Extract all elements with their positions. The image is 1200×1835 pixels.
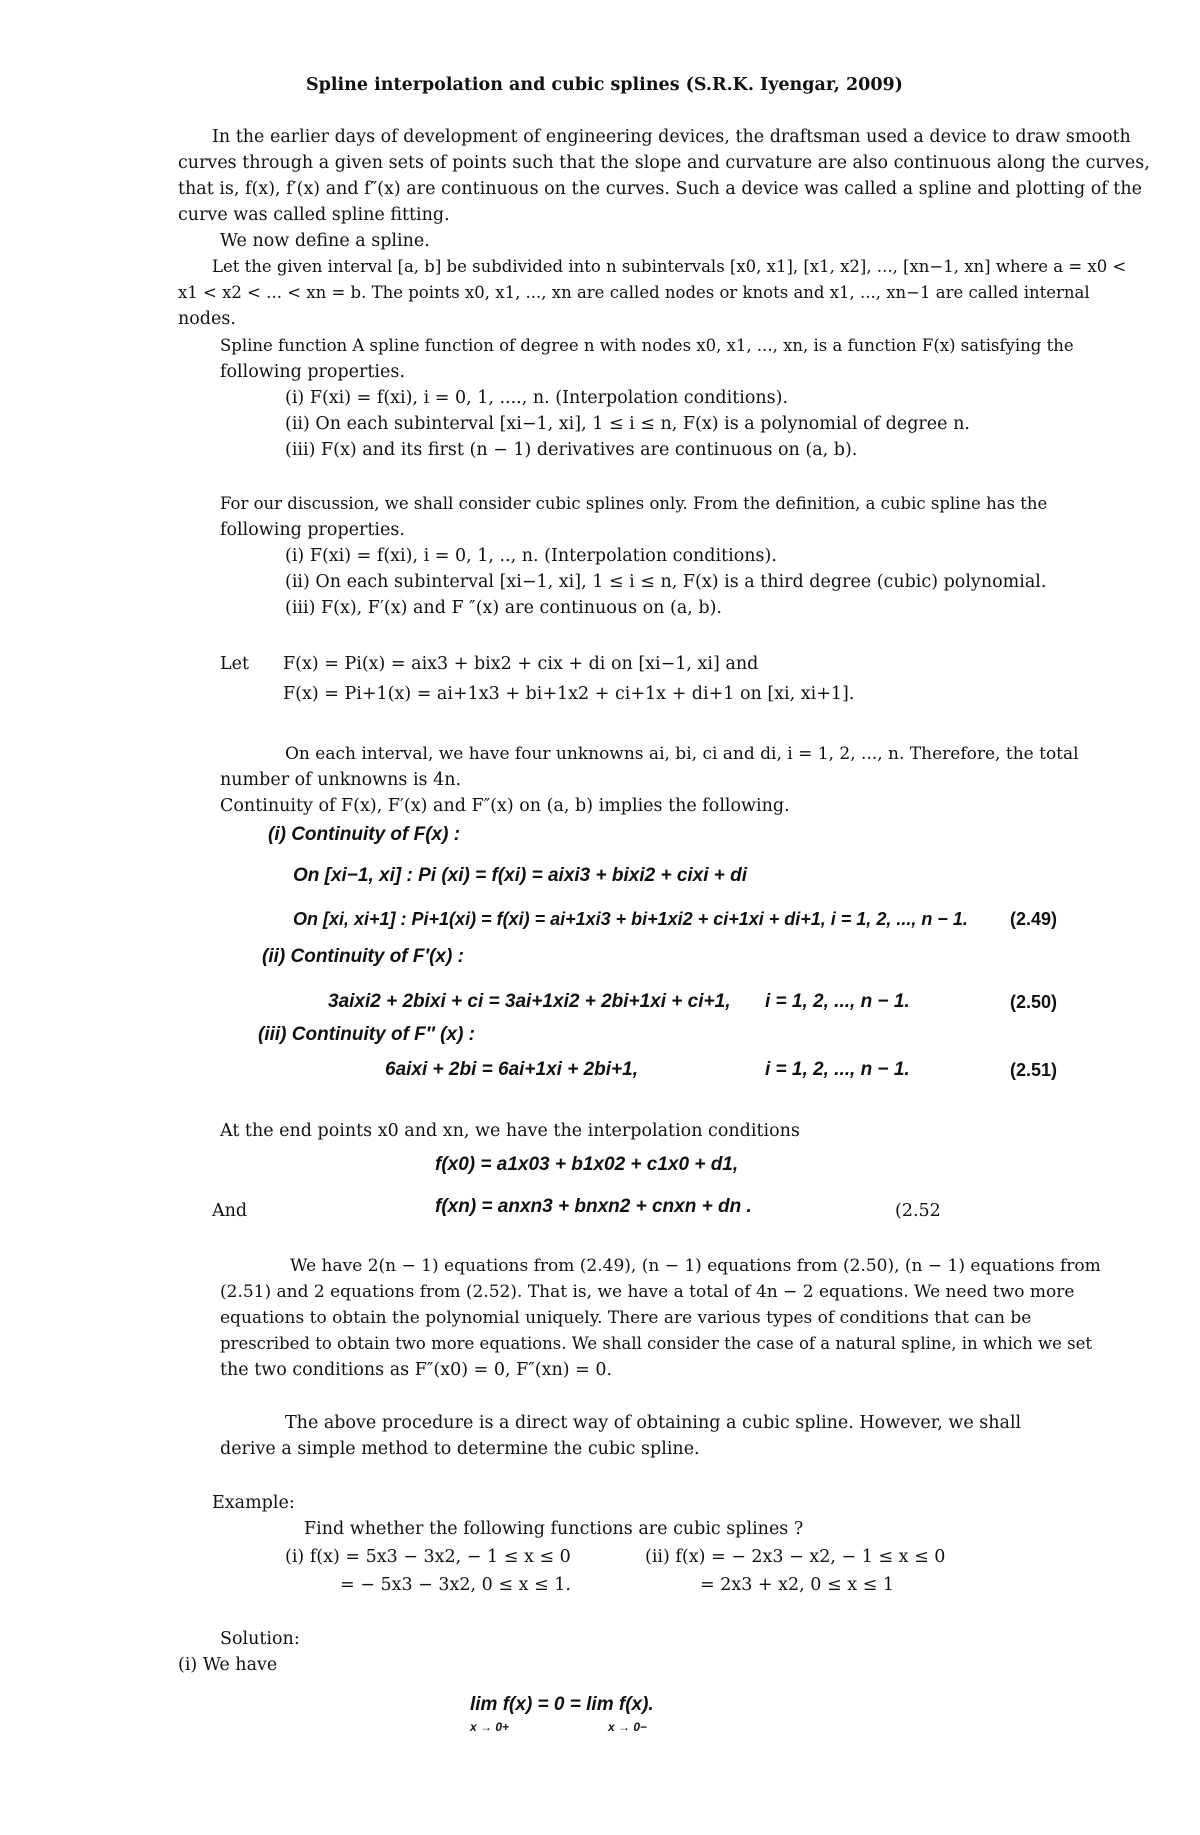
equation-f-x0: f(x0) = a1x03 + b1x02 + c1x0 + d1, bbox=[435, 1154, 739, 1175]
solution-label: Solution: bbox=[220, 1629, 300, 1649]
cubic-def-line-1: For our discussion, we shall consider cubic splines only. From the definition, a cubic spline has the bbox=[220, 494, 1048, 513]
poly-line-2: F(x) = Pi+1(x) = ai+1x3 + bi+1x2 + ci+1x + di+1 on [xi, xi+1]. bbox=[283, 684, 855, 704]
continuity-heading-ii: (ii) Continuity of F′(x) : bbox=[262, 946, 464, 967]
let-label: Let bbox=[220, 654, 250, 674]
cubic-def-line-2: following properties. bbox=[220, 520, 405, 540]
equation-number-2-52: (2.52 bbox=[895, 1201, 941, 1221]
cubic-prop-1: (i) F(xi) = f(xi), i = 0, 1, .., n. (Interpolation conditions). bbox=[285, 546, 777, 566]
equation-continuity-left: On [xi−1, xi] : Pi (xi) = f(xi) = aixi3 + bixi2 + cixi + di bbox=[293, 865, 748, 886]
spline-prop-1: (i) F(xi) = f(xi), i = 0, 1, ...., n. (Interpolation conditions). bbox=[285, 388, 789, 408]
equation-number-2-50: (2.50) bbox=[1010, 992, 1058, 1012]
equation-number-2-51: (2.51) bbox=[1010, 1060, 1058, 1080]
equation-first-derivative: 3aixi2 + 2bixi + ci = 3ai+1xi2 + 2bi+1xi + ci+1, bbox=[328, 991, 731, 1012]
example-question: Find whether the following functions are cubic splines ? bbox=[304, 1519, 804, 1539]
limit-equation: lim f(x) = 0 = lim f(x). bbox=[470, 1694, 654, 1715]
count-line-2: (2.51) and 2 equations from (2.52). That is, we have a total of 4n − 2 equations. We need two more bbox=[220, 1282, 1075, 1302]
example-i-line-1: (i) f(x) = 5x3 − 3x2, − 1 ≤ x ≤ 0 bbox=[285, 1547, 571, 1567]
count-line-4: prescribed to obtain two more equations. We shall consider the case of a natural spline, in which we set bbox=[220, 1334, 1093, 1353]
example-i-line-2: = − 5x3 − 3x2, 0 ≤ x ≤ 1. bbox=[340, 1575, 571, 1595]
limit-subscript-right: x → 0− bbox=[608, 1720, 648, 1734]
and-label: And bbox=[212, 1201, 248, 1221]
unknowns-line-2: number of unknowns is 4n. bbox=[220, 770, 462, 790]
count-line-5: the two conditions as F″(x0) = 0, F″(xn) = 0. bbox=[220, 1360, 613, 1380]
equation-f-xn: f(xn) = anxn3 + bnxn2 + cnxn + dn . bbox=[435, 1196, 752, 1217]
limit-subscript-left: x → 0+ bbox=[470, 1720, 510, 1734]
spline-prop-2: (ii) On each subinterval [xi−1, xi], 1 ≤ i ≤ n, F(x) is a polynomial of degree n. bbox=[285, 414, 970, 434]
count-line-3: equations to obtain the polynomial uniquely. There are various types of conditions that can be bbox=[220, 1308, 1032, 1328]
poly-line-1: F(x) = Pi(x) = aix3 + bix2 + cix + di on [xi−1, xi] and bbox=[283, 654, 759, 674]
endpoints-line: At the end points x0 and xn, we have the interpolation conditions bbox=[220, 1121, 800, 1141]
equation-continuity-right: On [xi, xi+1] : Pi+1(xi) = f(xi) = ai+1xi3 + bi+1xi2 + ci+1xi + di+1, i = 1, 2, ..., n − 1. bbox=[293, 909, 968, 929]
example-label: Example: bbox=[212, 1493, 295, 1513]
procedure-line-2: derive a simple method to determine the cubic spline. bbox=[220, 1439, 700, 1459]
intro-line-1: In the earlier days of development of engineering devices, the draftsman used a device to draw smooth bbox=[212, 127, 1131, 147]
define-line: We now define a spline. bbox=[220, 231, 430, 251]
continuity-heading-i: (i) Continuity of F(x) : bbox=[268, 824, 461, 845]
range-2-50: i = 1, 2, ..., n − 1. bbox=[765, 991, 910, 1012]
equation-second-derivative: 6aixi + 2bi = 6ai+1xi + 2bi+1, bbox=[385, 1059, 638, 1080]
intro-line-3: that is, f(x), f′(x) and f″(x) are continuous on the curves. Such a device was called a spline and plotting of the bbox=[178, 179, 1142, 199]
equation-number-2-49: (2.49) bbox=[1010, 909, 1058, 929]
interval-line-1: Let the given interval [a, b] be subdivided into n subintervals [x0, x1], [x1, x2], ..., [xn−1, xn] where a = x0 < bbox=[212, 257, 1127, 276]
unknowns-line-1: On each interval, we have four unknowns ai, bi, ci and di, i = 1, 2, ..., n. Therefore, the total bbox=[285, 744, 1079, 764]
range-2-51: i = 1, 2, ..., n − 1. bbox=[765, 1059, 910, 1080]
count-line-1: We have 2(n − 1) equations from (2.49), (n − 1) equations from (2.50), (n − 1) equations from bbox=[290, 1256, 1101, 1276]
spline-def-line-1: Spline function A spline function of degree n with nodes x0, x1, ..., xn, is a function F(x) satisfying the bbox=[220, 336, 1074, 355]
interval-line-3: nodes. bbox=[178, 309, 236, 329]
intro-line-2: curves through a given sets of points such that the slope and curvature are also continuous along the curves, bbox=[178, 153, 1150, 173]
spline-prop-3: (iii) F(x) and its first (n − 1) derivatives are continuous on (a, b). bbox=[285, 440, 858, 460]
cubic-prop-3: (iii) F(x), F′(x) and F ″(x) are continuous on (a, b). bbox=[285, 598, 722, 618]
intro-line-4: curve was called spline fitting. bbox=[178, 205, 450, 225]
continuity-heading-iii: (iii) Continuity of F″ (x) : bbox=[258, 1024, 475, 1045]
procedure-line-1: The above procedure is a direct way of obtaining a cubic spline. However, we shall bbox=[285, 1413, 1022, 1433]
example-ii-line-1: (ii) f(x) = − 2x3 − x2, − 1 ≤ x ≤ 0 bbox=[645, 1547, 946, 1567]
interval-line-2: x1 < x2 < ... < xn = b. The points x0, x1, ..., xn are called nodes or knots and x1, ..., xn−1 are called internal bbox=[178, 283, 1090, 302]
solution-i-line: (i) We have bbox=[178, 1655, 278, 1675]
continuity-intro: Continuity of F(x), F′(x) and F″(x) on (a, b) implies the following. bbox=[220, 796, 790, 816]
page-title: Spline interpolation and cubic splines (S.R.K. Iyengar, 2009) bbox=[306, 75, 903, 95]
cubic-prop-2: (ii) On each subinterval [xi−1, xi], 1 ≤ i ≤ n, F(x) is a third degree (cubic) polynomial. bbox=[285, 572, 1047, 592]
spline-def-line-2: following properties. bbox=[220, 362, 405, 382]
example-ii-line-2: = 2x3 + x2, 0 ≤ x ≤ 1 bbox=[700, 1575, 894, 1595]
